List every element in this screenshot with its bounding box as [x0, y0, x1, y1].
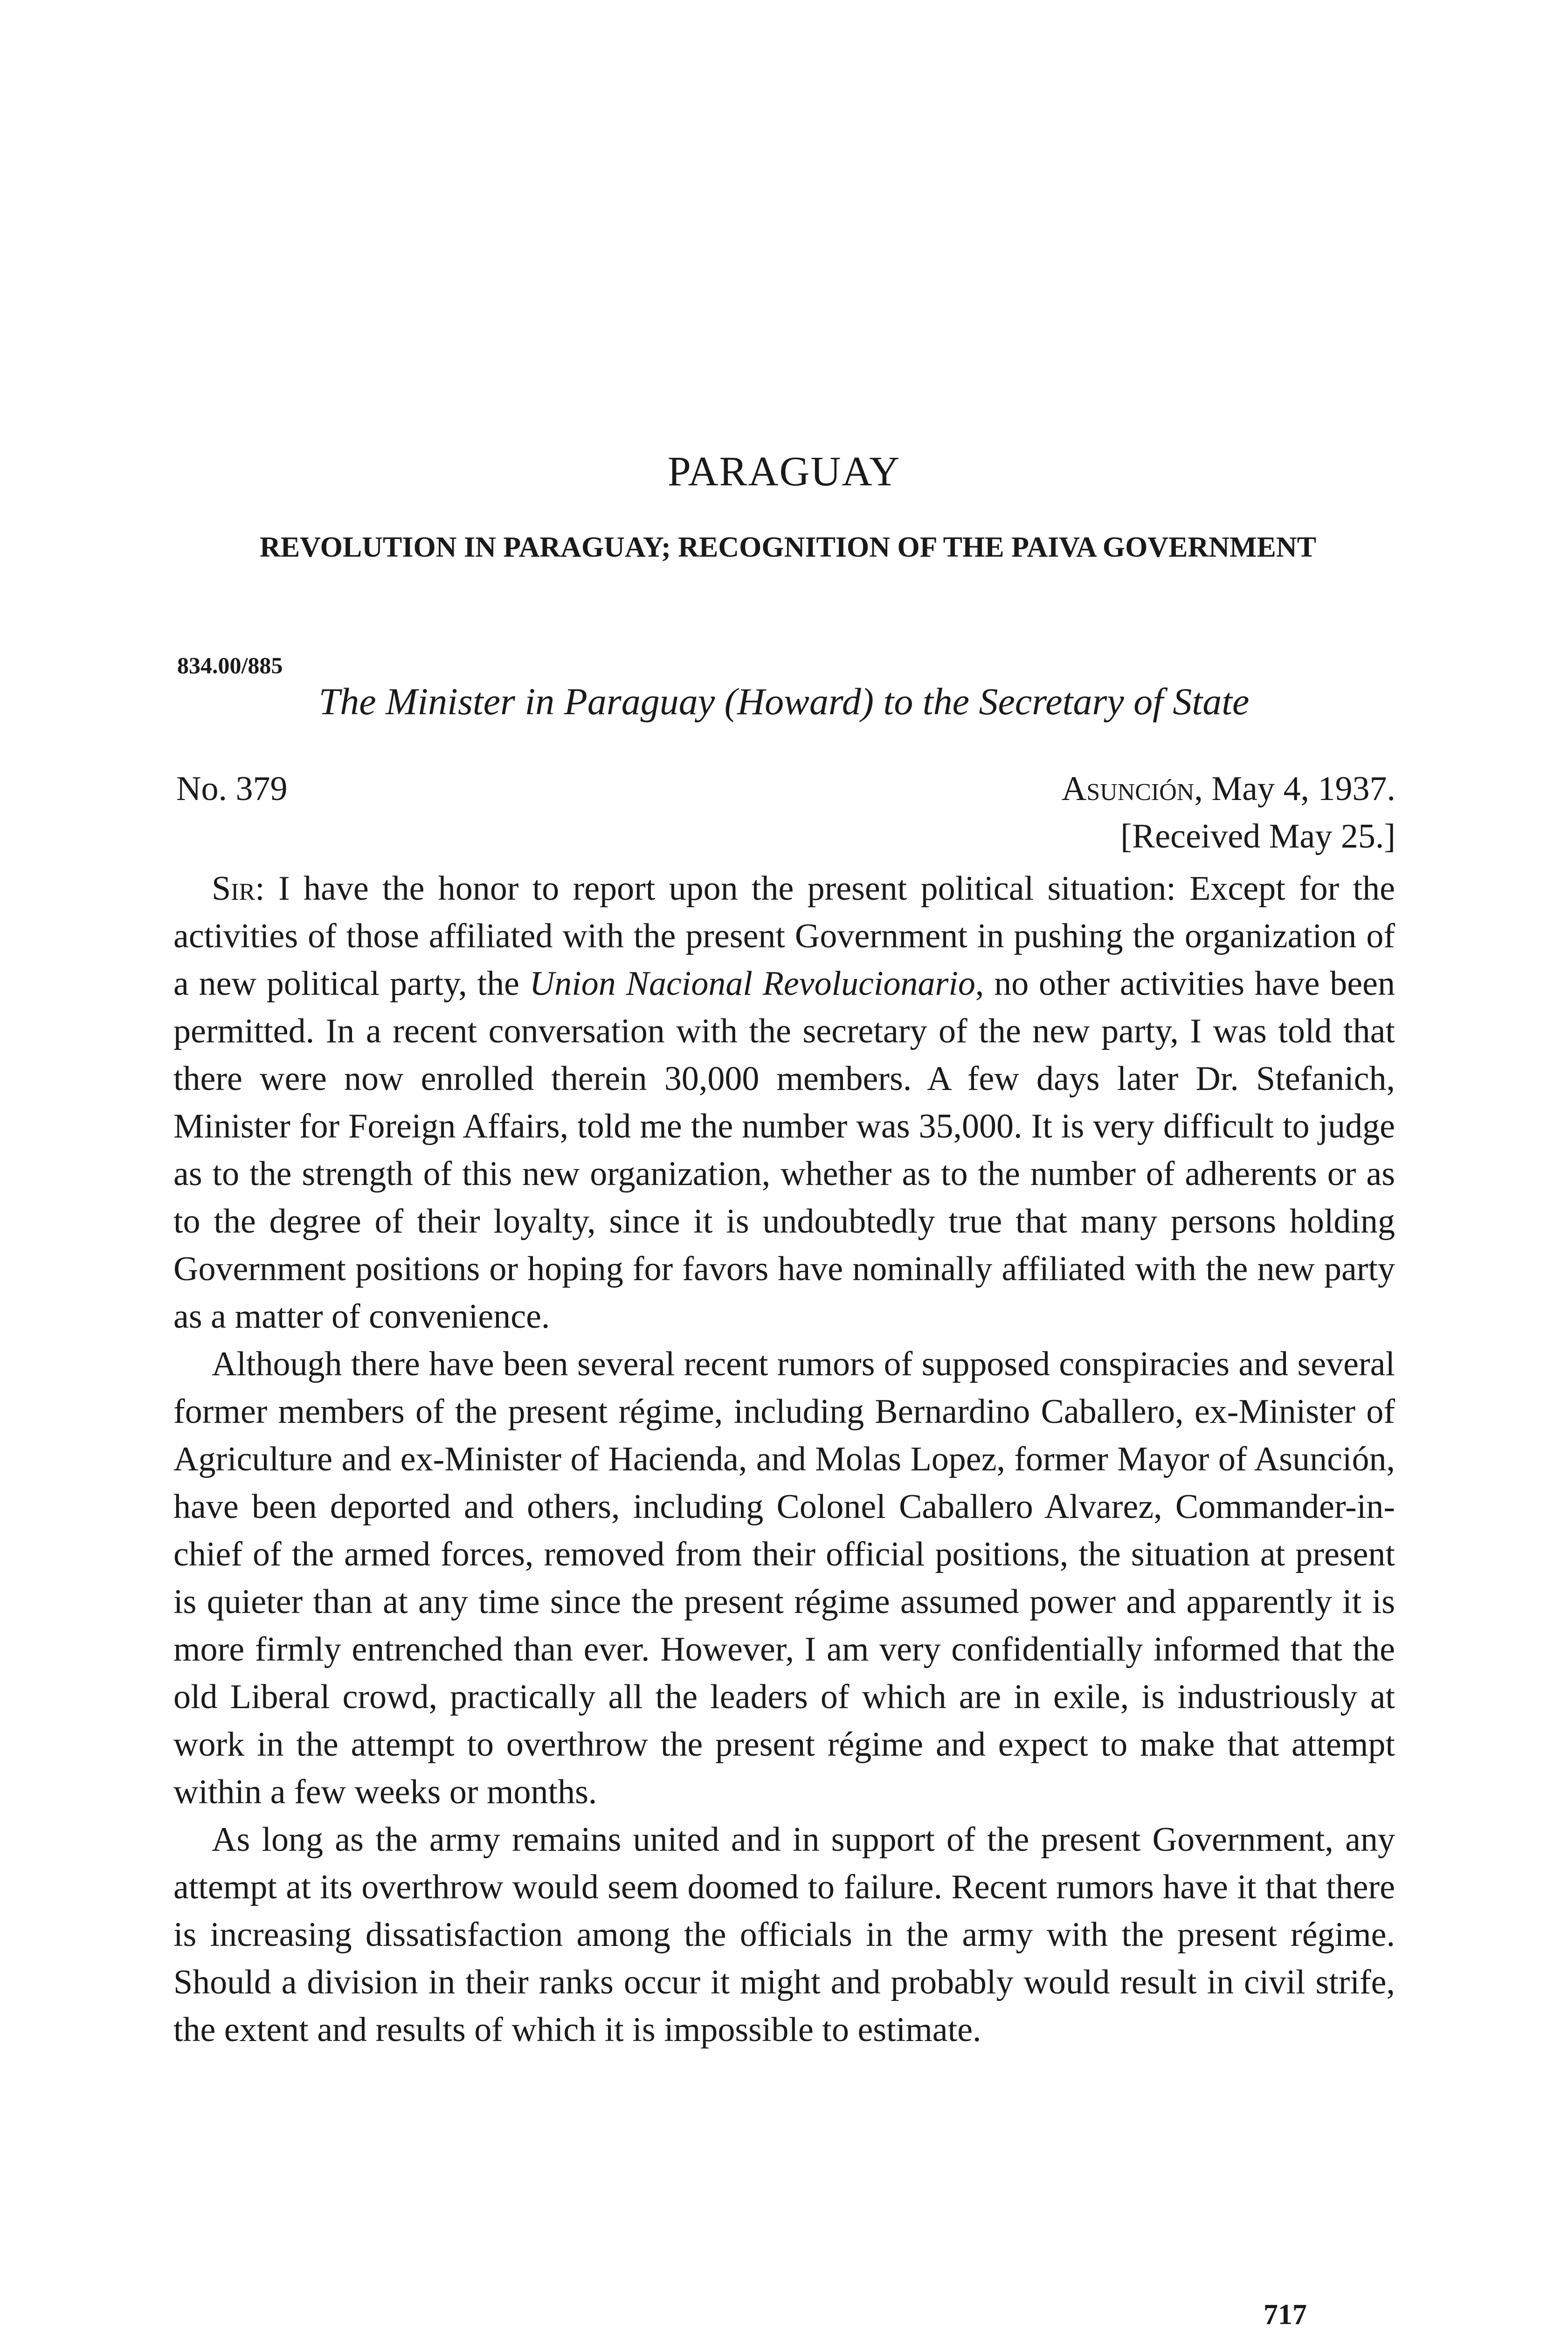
file-number: 834.00/885 — [177, 652, 283, 678]
dateline-place: Asunción — [1061, 770, 1195, 808]
paragraph-1-opening: : I have the honor to report upon the present political situation: Except for the activities of those affiliated with the present Government in pushing the organization of a new political party, the — [173, 869, 1395, 1003]
salutation: Sir — [212, 869, 256, 908]
letter-body — [173, 865, 1395, 2054]
document-title: The Minister in Paraguay (Howard) to the Secretary of State — [318, 680, 1250, 723]
paragraph-2: Although there have been several recent rumors of supposed conspiracies and several former members of the present régime, including Bernardino Caballero, ex-Minister of Agriculture and ex-Minister of Hacienda, and Molas Lopez, former Mayor of Asunción, have been deported and others, including Colonel Caballero Alvarez, Commander-in-chief of the armed forces, removed from their official positions, the situation at present is quieter than at any time since the present régime assumed power and apparently it is more firmly entrenched than ever. However, I am very confidentially informed that the old Liberal crowd, practically all the leaders of which are in exile, is industriously at work in the attempt to overthrow the present régime and expect to make that attempt within a few weeks or months. — [173, 1345, 1395, 1811]
country-heading: PARAGUAY — [667, 448, 901, 495]
dateline-date: , May 4, 1937. — [1194, 770, 1395, 808]
page-number: 717 — [1264, 2299, 1307, 2331]
paragraph-1-rest: , no other activities have been permitted. In a recent conversation with the secretary of the new party, I was told that there were now enrolled therein 30,000 members. A few days later Dr. Stefanich, Minister for Foreign Affairs, told me the number was 35,000. It is very difficult to judge as to the strength of this new organization, whether as to the number of adherents or as to the degree of their loyalty, since it is undoubtedly true that many persons holding Government positions or hoping for favors have nominally affiliated with the new party as a matter of convenience. — [173, 965, 1395, 1336]
paragraph-3: As long as the army remains united and in support of the present Government, any attempt at its overthrow would seem doomed to failure. Recent rumors have it that there is increasing dissatisfaction among the officials in the army with the present régime. Should a division in their ranks occur it might and probably would result in civil strife, the extent and results of which it is impossible to estimate. — [173, 1821, 1395, 2049]
subject-heading: REVOLUTION IN PARAGUAY; RECOGNITION OF THE PAIVA GOVERNMENT — [259, 531, 1317, 563]
party-name: Union Nacional Revolucionario — [529, 965, 975, 1003]
received-date: [Received May 25.] — [1120, 817, 1395, 855]
paragraph-1 — [173, 865, 1395, 1340]
document-number: No. 379 — [176, 770, 288, 808]
dateline — [1062, 769, 1395, 809]
